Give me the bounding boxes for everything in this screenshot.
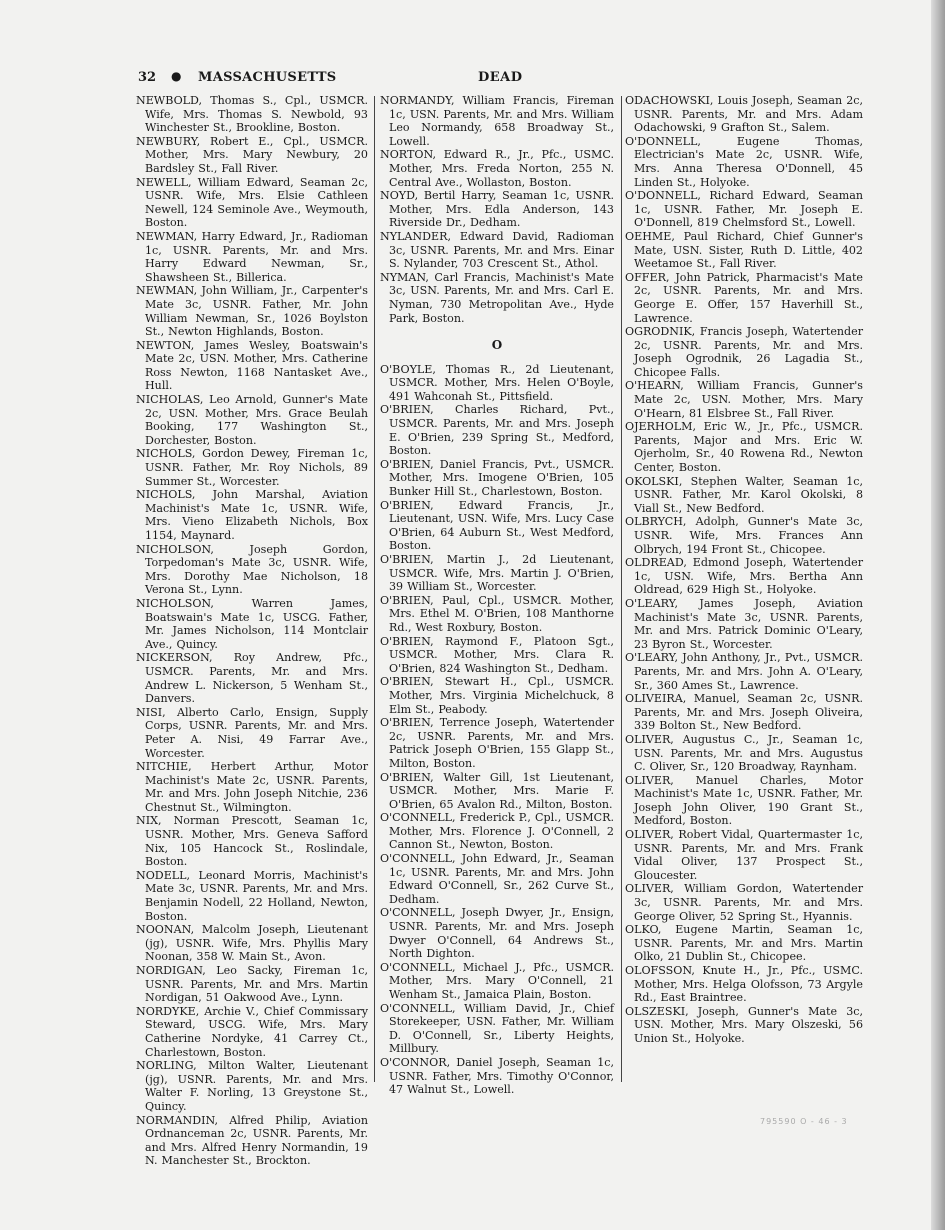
page-number: 32 xyxy=(138,70,157,85)
casualty-entry: O'BRIEN, Daniel Francis, Pvt., USMCR. Mother, Mrs. Imogene O'Brien, 105 Bunker Hill St., Charlestown, Boston. xyxy=(380,457,614,499)
casualty-entry: NEWBURY, Robert E., Cpl., USMCR. Mother, Mrs. Mary Newbury, 20 Bardsley St., Fall River. xyxy=(136,134,368,175)
casualty-entry: OFFER, John Patrick, Pharmacist's Mate 2c, USNR. Parents, Mr. and Mrs. George E. Offer, 157 Haverhill St., Lawrence. xyxy=(625,270,863,325)
casualty-entry: OLSZESKI, Joseph, Gunner's Mate 3c, USN. Mother, Mrs. Mary Olszeski, 56 Union St., Holyoke. xyxy=(625,1004,863,1045)
casualty-entry: NEWMAN, John William, Jr., Carpenter's Mate 3c, USNR. Father, Mr. John William Newman, Sr., 1026 Boylston St., Newton Highlands, Boston. xyxy=(136,284,368,339)
column-3 xyxy=(625,94,863,1094)
casualty-entry: O'CONNELL, Michael J., Pfc., USMCR. Mother, Mrs. Mary O'Connell, 21 Wenham St., Jamaica Plain, Boston. xyxy=(380,960,614,1001)
casualty-entry: OLBRYCH, Adolph, Gunner's Mate 3c, USNR. Wife, Mrs. Frances Ann Olbrych, 194 Front St., Chicopee. xyxy=(625,515,863,556)
casualty-entry: OLIVER, Augustus C., Jr., Seaman 1c, USN. Parents, Mr. and Mrs. Augustus C. Oliver, Sr., 120 Broadway, Raynham. xyxy=(625,732,863,774)
state-name: MASSACHUSETTS xyxy=(198,70,337,85)
casualty-entry: OLKO, Eugene Martin, Seaman 1c, USNR. Parents, Mr. and Mrs. Martin Olko, 21 Dublin St., Chicopee. xyxy=(625,923,863,964)
casualty-entry: NOONAN, Malcolm Joseph, Lieutenant (jg), USNR. Wife, Mrs. Phyllis Mary Noonan, 358 W. Main St., Avon. xyxy=(136,923,368,964)
casualty-entry: O'CONNELL, William David, Jr., Chief Storekeeper, USN. Father, Mr. William D. O'Connell, Sr., Liberty Heights, Millbury. xyxy=(380,1001,614,1056)
casualty-entry: NORDYKE, Archie V., Chief Commissary Steward, USCG. Wife, Mrs. Mary Catherine Nordyke, 41 Carrey Ct., Charlestown, Boston. xyxy=(136,1004,368,1059)
casualty-entry: NYLANDER, Edward David, Radioman 3c, USNR. Parents, Mr. and Mrs. Einar S. Nylander, 703 Crescent St., Athol. xyxy=(380,229,614,271)
casualty-entry: O'BRIEN, Martin J., 2d Lieutenant, USMCR. Wife, Mrs. Martin J. O'Brien, 39 William St., Worcester. xyxy=(380,553,614,594)
casualty-entry: O'BRIEN, Stewart H., Cpl., USMCR. Mother, Mrs. Virginia Michelchuck, 8 Elm St., Peabody. xyxy=(380,675,614,716)
casualty-entry: NIX, Norman Prescott, Seaman 1c, USNR. Mother, Mrs. Geneva Safford Nix, 105 Hancock St., Roslindale, Boston. xyxy=(136,814,368,869)
page-header xyxy=(138,70,870,88)
casualty-entry: NOYD, Bertil Harry, Seaman 1c, USNR. Mother, Mrs. Edla Anderson, 143 Riverside Dr., Dedham. xyxy=(380,189,614,230)
letter-heading: O xyxy=(491,338,503,353)
casualty-entry: OLDREAD, Edmond Joseph, Watertender 1c, USN. Wife, Mrs. Bertha Ann Oldread, 629 High St., Holyoke. xyxy=(625,556,863,597)
section-title: DEAD xyxy=(478,70,523,85)
casualty-entry: OLIVER, William Gordon, Watertender 3c, USNR. Parents, Mr. and Mrs. George Oliver, 52 Spring St., Hyannis. xyxy=(625,882,863,923)
casualty-entry: O'BRIEN, Charles Richard, Pvt., USMCR. Parents, Mr. and Mrs. Joseph E. O'Brien, 239 Spring St., Medford, Boston. xyxy=(380,403,614,458)
casualty-entry: NICKERSON, Roy Andrew, Pfc., USMCR. Parents, Mr. and Mrs. Andrew L. Nickerson, 5 Wenham St., Danvers. xyxy=(136,651,368,706)
casualty-entry: O'CONNELL, Joseph Dwyer, Jr., Ensign, USNR. Parents, Mr. and Mrs. Joseph Dwyer O'Connell, 64 Andrews St., North Dighton. xyxy=(380,906,614,961)
casualty-entry: O'LEARY, James Joseph, Aviation Machinist's Mate 3c, USNR. Parents, Mr. and Mrs. Patrick Dominic O'Leary, 23 Byron St., Worcester. xyxy=(625,596,863,651)
casualty-entry: NORLING, Milton Walter, Lieutenant (jg), USNR. Parents, Mr. and Mrs. Walter F. Norling, 13 Greystone St., Quincy. xyxy=(136,1059,368,1113)
casualty-entry: OLIVER, Manuel Charles, Motor Machinist's Mate 1c, USNR. Father, Mr. Joseph John Oliver, 190 Grant St., Medford, Boston. xyxy=(625,773,863,828)
casualty-entry: NICHOLSON, Joseph Gordon, Torpedoman's Mate 3c, USNR. Wife, Mrs. Dorothy Mae Nicholson, 18 Verona St., Lynn. xyxy=(136,542,368,597)
casualty-entry: NICHOLS, John Marshal, Aviation Machinist's Mate 1c, USNR. Wife, Mrs. Vieno Elizabeth Nichols, Box 1154, Maynard. xyxy=(136,488,368,542)
bullet-separator: ● xyxy=(171,69,182,83)
casualty-entry: O'DONNELL, Eugene Thomas, Electrician's Mate 2c, USNR. Wife, Mrs. Anna Theresa O'Donnell, 45 Linden St., Holyoke. xyxy=(625,134,863,189)
casualty-entry: NORMANDIN, Alfred Philip, Aviation Ordnanceman 2c, USNR. Parents, Mr. and Mrs. Alfred Henry Normandin, 19 N. Manchester St., Brockton. xyxy=(136,1113,368,1168)
casualty-entry: O'CONNOR, Daniel Joseph, Seaman 1c, USNR. Father, Mrs. Timothy O'Connor, 47 Walnut St., Lowell. xyxy=(380,1055,614,1097)
page-edge-shadow xyxy=(931,0,945,1230)
casualty-entry: O'BRIEN, Raymond F., Platoon Sgt., USMCR. Mother, Mrs. Clara R. O'Brien, 824 Washington St., Dedham. xyxy=(380,634,614,675)
casualty-entry: O'BRIEN, Walter Gill, 1st Lieutenant, USMCR. Mother, Mrs. Marie F. O'Brien, 65 Avalon Rd., Milton, Boston. xyxy=(380,770,614,811)
casualty-entry: OLIVER, Robert Vidal, Quartermaster 1c, USNR. Parents, Mr. and Mrs. Frank Vidal Oliver, 137 Prospect St., Gloucester. xyxy=(625,828,863,882)
casualty-entry: NICHOLS, Gordon Dewey, Fireman 1c, USNR. Father, Mr. Roy Nichols, 89 Summer St., Worcester. xyxy=(136,447,368,488)
casualty-entry: O'HEARN, William Francis, Gunner's Mate 2c, USN. Mother, Mrs. Mary O'Hearn, 81 Elsbree St., Fall River. xyxy=(625,379,863,420)
column-1 xyxy=(136,94,368,1168)
casualty-entry: OLIVEIRA, Manuel, Seaman 2c, USNR. Parents, Mr. and Mrs. Joseph Oliveira, 339 Bolton St., New Bedford. xyxy=(625,692,863,733)
casualty-entry: OJERHOLM, Eric W., Jr., Pfc., USMCR. Parents, Major and Mrs. Eric W. Ojerholm, Sr., 40 Rowena Rd., Newton Center, Boston. xyxy=(625,420,863,475)
casualty-entry: NICHOLSON, Warren James, Boatswain's Mate 1c, USCG. Father, Mr. James Nicholson, 114 Montclair Ave., Quincy. xyxy=(136,596,368,651)
casualty-entry: O'BRIEN, Edward Francis, Jr., Lieutenant, USN. Wife, Mrs. Lucy Case O'Brien, 64 Auburn St., West Medford, Boston. xyxy=(380,498,614,553)
casualty-entry: NISI, Alberto Carlo, Ensign, Supply Corps, USNR. Parents, Mr. and Mrs. Peter A. Nisi, 49 Farrar Ave., Worcester. xyxy=(136,705,368,760)
casualty-entry: NEWTON, James Wesley, Boatswain's Mate 2c, USN. Mother, Mrs. Catherine Ross Newton, 1168 Nantasket Ave., Hull. xyxy=(136,338,368,393)
casualty-entry: NORDIGAN, Leo Sacky, Fireman 1c, USNR. Parents, Mr. and Mrs. Martin Nordigan, 51 Oakwood Ave., Lynn. xyxy=(136,964,368,1005)
casualty-entry: O'BOYLE, Thomas R., 2d Lieutenant, USMCR. Mother, Mrs. Helen O'Boyle, 491 Wahconah St., Pittsfield. xyxy=(380,362,614,403)
casualty-entry: NICHOLAS, Leo Arnold, Gunner's Mate 2c, USN. Mother, Mrs. Grace Beulah Booking, 177 Washington St., Dorchester, Boston. xyxy=(136,393,368,447)
casualty-entry: NEWBOLD, Thomas S., Cpl., USMCR. Wife, Mrs. Thomas S. Newbold, 93 Winchester St., Brookline, Boston. xyxy=(136,94,368,135)
casualty-entry: O'DONNELL, Richard Edward, Seaman 1c, USNR. Father, Mr. Joseph E. O'Donnell, 819 Chelmsford St., Lowell. xyxy=(625,189,863,230)
casualty-entry: NODELL, Leonard Morris, Machinist's Mate 3c, USNR. Parents, Mr. and Mrs. Benjamin Nodell, 22 Holland, Newton, Boston. xyxy=(136,868,368,923)
casualty-entry: NITCHIE, Herbert Arthur, Motor Machinist's Mate 2c, USNR. Parents, Mr. and Mrs. John Joseph Nitchie, 236 Chestnut St., Wilmington. xyxy=(136,760,368,814)
casualty-entry: OLOFSSON, Knute H., Jr., Pfc., USMC. Mother, Mrs. Helga Olofsson, 73 Argyle Rd., East Braintree. xyxy=(625,964,863,1005)
casualty-entry: O'CONNELL, Frederick P., Cpl., USMCR. Mother, Mrs. Florence J. O'Connell, 2 Cannon St., Newton, Boston. xyxy=(380,811,614,852)
casualty-entry: O'BRIEN, Terrence Joseph, Watertender 2c, USNR. Parents, Mr. and Mrs. Patrick Joseph O'Brien, 155 Glapp St., Milton, Boston. xyxy=(380,716,614,770)
casualty-entry: NORTON, Edward R., Jr., Pfc., USMC. Mother, Mrs. Freda Norton, 255 N. Central Ave., Wollaston, Boston. xyxy=(380,148,614,189)
casualty-entry: ODACHOWSKI, Louis Joseph, Seaman 2c, USNR. Parents, Mr. and Mrs. Adam Odachowski, 9 Grafton St., Salem. xyxy=(625,94,864,135)
casualty-entry: O'LEARY, John Anthony, Jr., Pvt., USMCR. Parents, Mr. and Mrs. John A. O'Leary, Sr., 360 Ames St., Lawrence. xyxy=(625,651,863,692)
casualty-entry: O'CONNELL, John Edward, Jr., Seaman 1c, USNR. Parents, Mr. and Mrs. John Edward O'Connell, Sr., 262 Curve St., Dedham. xyxy=(380,852,614,906)
casualty-entry: NEWMAN, Harry Edward, Jr., Radioman 1c, USNR. Parents, Mr. and Mrs. Harry Edward Newman, Sr., Shawsheen St., Billerica. xyxy=(136,229,368,284)
casualty-entry: OEHME, Paul Richard, Chief Gunner's Mate, USN. Sister, Ruth D. Little, 402 Weetamoe St., Fall River. xyxy=(625,229,863,271)
casualty-entry: O'BRIEN, Paul, Cpl., USMCR. Mother, Mrs. Ethel M. O'Brien, 108 Manthorne Rd., West Roxbury, Boston. xyxy=(380,593,614,634)
casualty-entry: NEWELL, William Edward, Seaman 2c, USNR. Wife, Mrs. Elsie Cathleen Newell, 124 Seminole Ave., Weymouth, Boston. xyxy=(136,175,368,230)
print-code: 795590 O - 46 - 3 xyxy=(760,1117,848,1126)
casualty-entry: NORMANDY, William Francis, Fireman 1c, USN. Parents, Mr. and Mrs. William Leo Normandy, 658 Broadway St., Lowell. xyxy=(380,94,614,148)
casualty-entry: NYMAN, Carl Francis, Machinist's Mate 3c, USN. Parents, Mr. and Mrs. Carl E. Nyman, 730 Metropolitan Ave., Hyde Park, Boston. xyxy=(380,270,614,325)
casualty-entry: OKOLSKI, Stephen Walter, Seaman 1c, USNR. Father, Mr. Karol Okolski, 8 Viall St., New Bedford. xyxy=(625,474,863,515)
casualty-entry: OGRODNIK, Francis Joseph, Watertender 2c, USNR. Parents, Mr. and Mrs. Joseph Ogrodnik, 26 Lagadia St., Chicopee Falls. xyxy=(625,325,863,379)
column-2 xyxy=(380,94,614,1097)
